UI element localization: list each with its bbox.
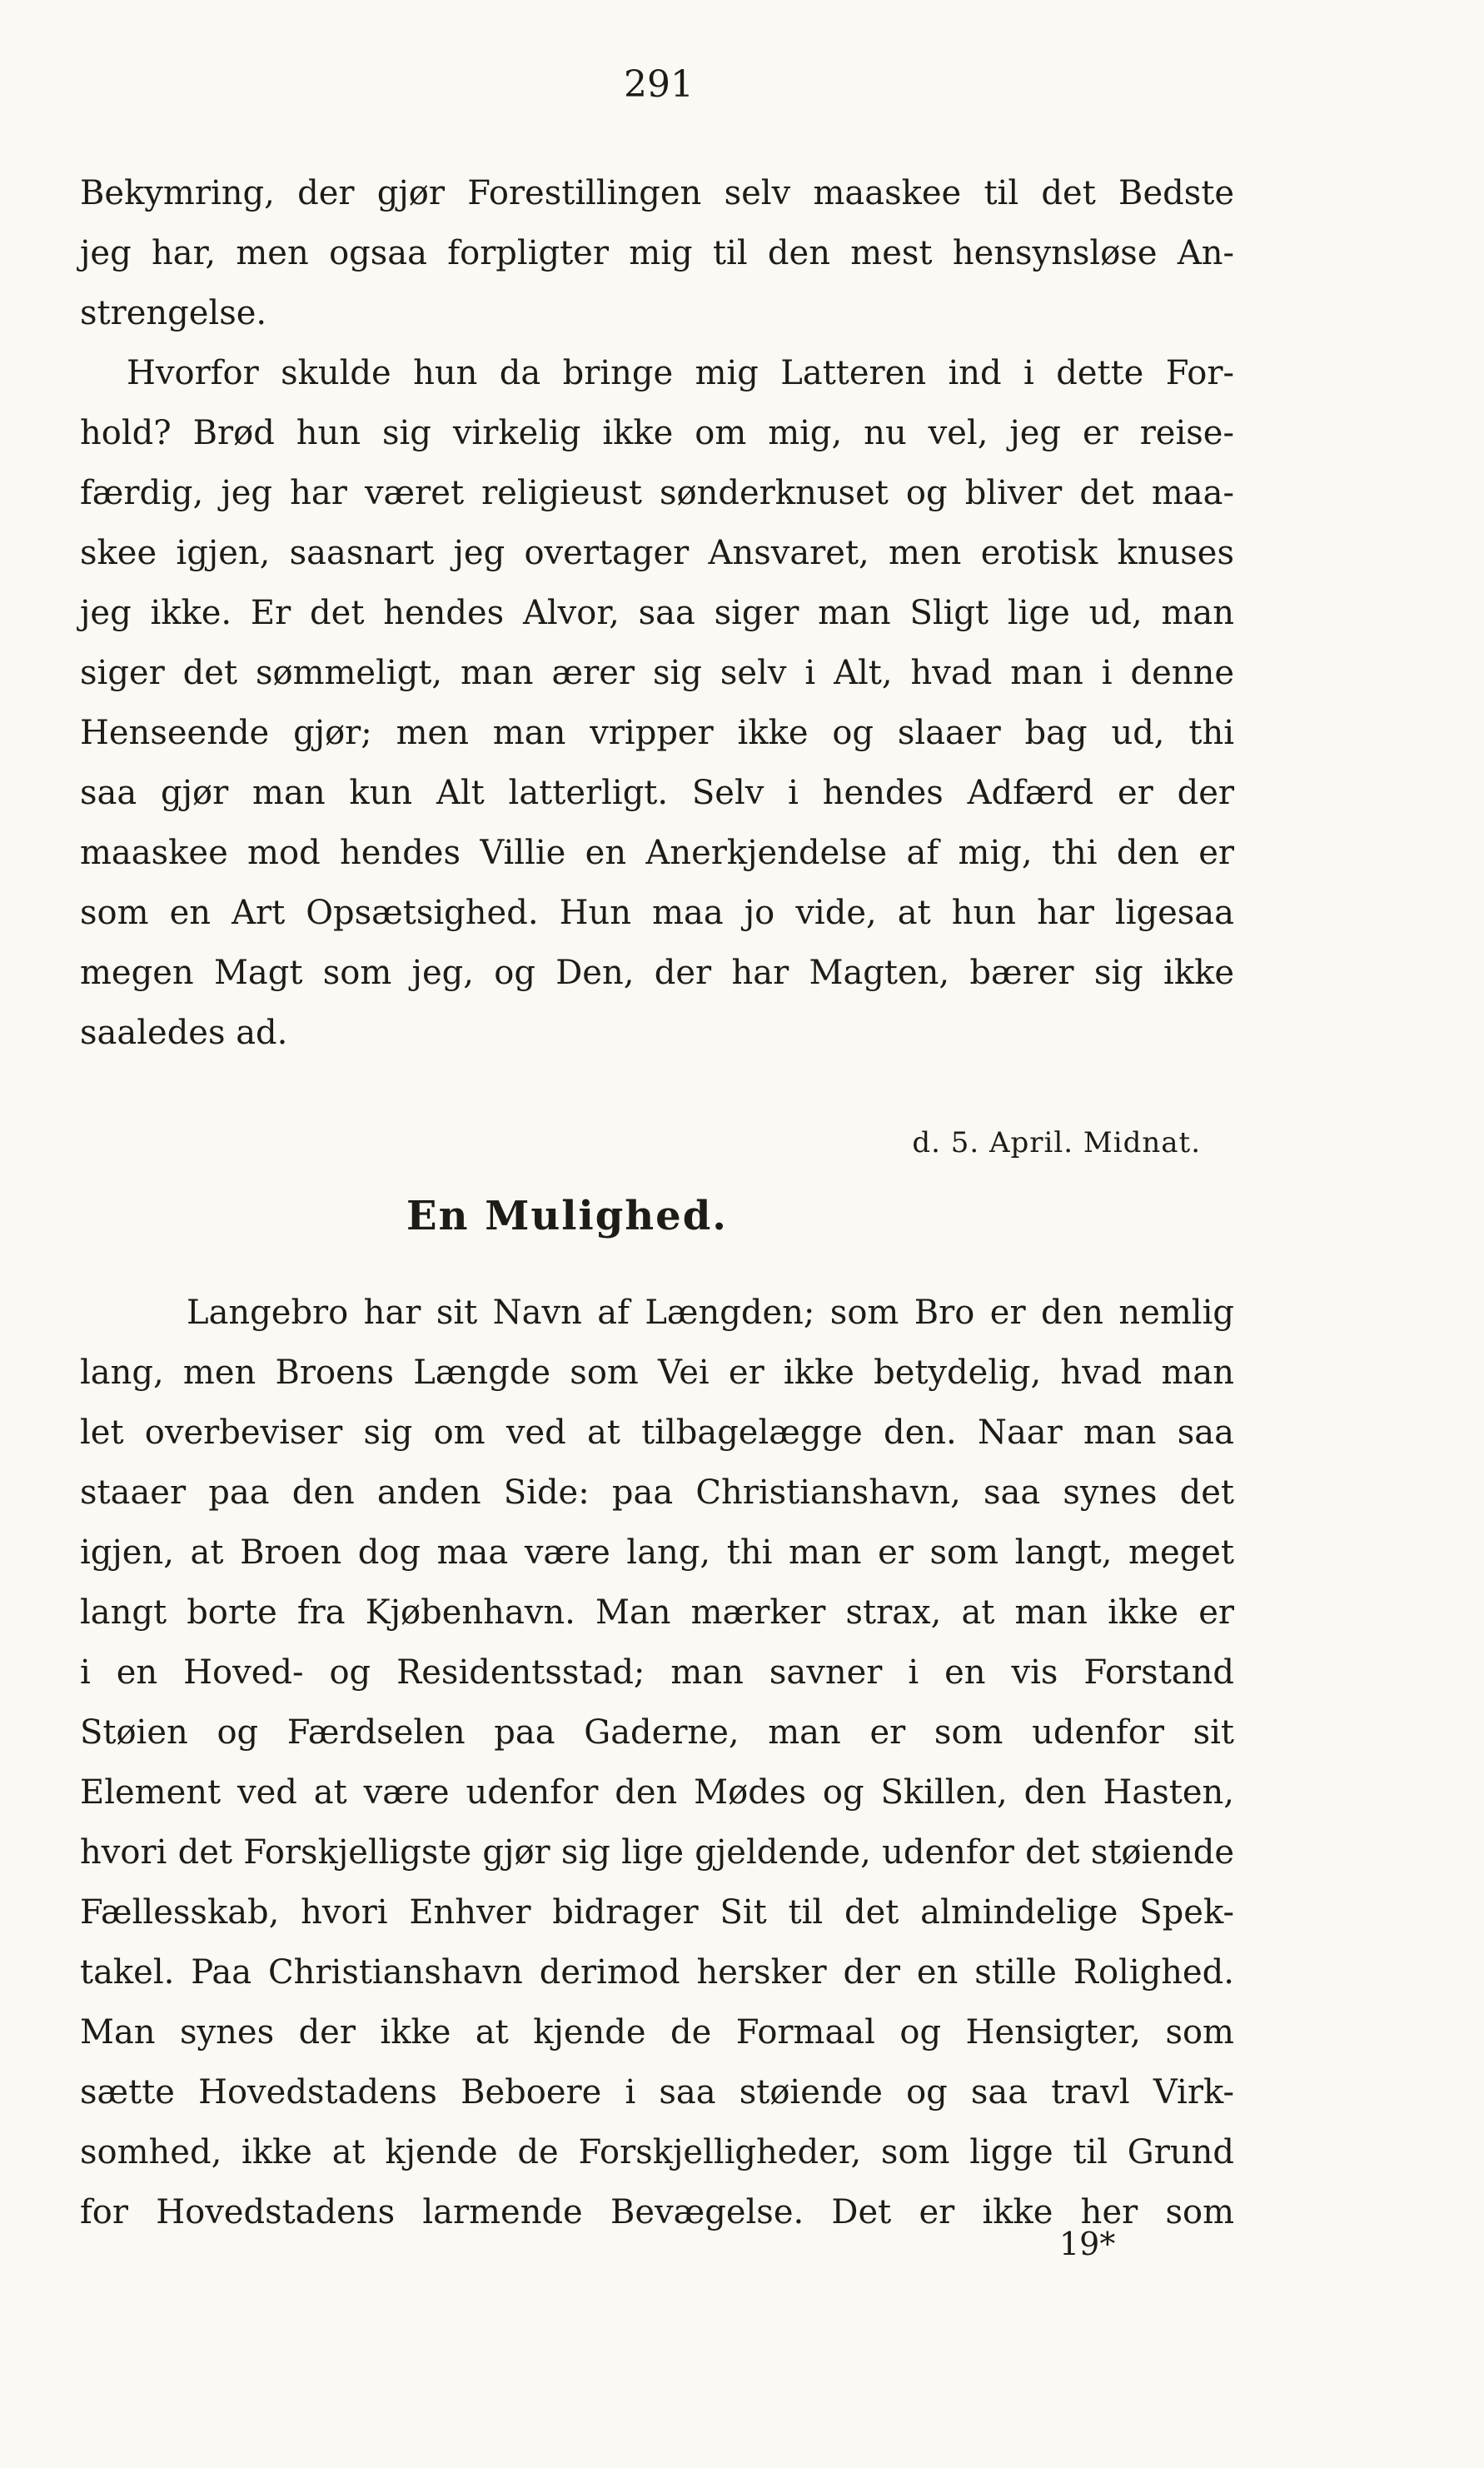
text-line: let overbeviser sig om ved at tilbagelægge den. Naar man saa — [80, 1413, 1234, 1452]
text-line: Fællesskab, hvori Enhver bidrager Sit til det almindelige Spek- — [80, 1893, 1234, 1932]
text-line: Element ved at være udenfor den Mødes og Skillen, den Hasten, — [80, 1773, 1234, 1812]
text-line: somhed, ikke at kjende de Forskjelligheder, som ligge til Grund — [80, 2133, 1234, 2171]
text-line: sætte Hovedstadens Beboere i saa støiende og saa travl Virk- — [80, 2073, 1234, 2112]
text-line: langt borte fra Kjøbenhavn. Man mærker strax, at man ikke er — [80, 1593, 1234, 1632]
text-line: Henseende gjør; men man vripper ikke og slaaer bag ud, thi — [80, 714, 1234, 752]
text-line: saa gjør man kun Alt latterligt. Selv i hendes Adfærd er der — [80, 774, 1234, 812]
text-line: Hvorfor skulde hun da bringe mig Latteren ind i dette For- — [127, 354, 1234, 392]
page-number: 291 — [624, 63, 694, 106]
text-line: jeg har, men ogsaa forpligter mig til den mest hensynsløse An- — [80, 234, 1234, 272]
text-line: staaer paa den anden Side: paa Christianshavn, saa synes det — [80, 1473, 1234, 1512]
text-line: hvori det Forskjelligste gjør sig lige gjeldende, udenfor det støiende — [80, 1833, 1234, 1872]
text-line: for Hovedstadens larmende Bevægelse. Det er ikke her som — [80, 2193, 1234, 2231]
text-line: Langebro har sit Navn af Længden; som Bro er den nemlig — [187, 1294, 1234, 1332]
text-line: siger det sømmeligt, man ærer sig selv i Alt, hvad man i denne — [80, 654, 1234, 692]
dateline: d. 5. April. Midnat. — [912, 1126, 1201, 1159]
text-line: Bekymring, der gjør Forestillingen selv maaskee til det Bedste — [80, 174, 1234, 212]
text-line: Man synes der ikke at kjende de Formaal og Hensigter, som — [80, 2013, 1234, 2052]
text-line: saaledes ad. — [80, 1014, 288, 1052]
paragraph-2 — [80, 1283, 1234, 2242]
text-line: maaskee mod hendes Villie en Anerkjendelse af mig, thi den er — [80, 834, 1234, 872]
text-line: megen Magt som jeg, og Den, der har Magten, bærer sig ikke — [80, 954, 1234, 992]
text-line: strengelse. — [80, 294, 267, 332]
text-line: som en Art Opsætsighed. Hun maa jo vide, at hun har ligesaa — [80, 894, 1234, 932]
text-line: igjen, at Broen dog maa være lang, thi man er som langt, meget — [80, 1533, 1234, 1572]
text-line: lang, men Broens Længde som Vei er ikke betydelig, hvad man — [80, 1354, 1234, 1392]
text-line: takel. Paa Christianshavn derimod hersker der en stille Rolighed. — [80, 1953, 1234, 1992]
paragraph-1 — [80, 163, 1234, 1063]
section-heading: En Mulighed. — [406, 1193, 728, 1239]
text-line: jeg ikke. Er det hendes Alvor, saa siger man Sligt lige ud, man — [80, 594, 1234, 632]
text-line: skee igjen, saasnart jeg overtager Ansvaret, men erotisk knuses — [80, 534, 1234, 572]
text-line: færdig, jeg har været religieust sønderknuset og bliver det maa- — [80, 474, 1234, 512]
text-line: hold? Brød hun sig virkelig ikke om mig, nu vel, jeg er reise- — [80, 414, 1234, 452]
text-line: i en Hoved- og Residentsstad; man savner i en vis Forstand — [80, 1653, 1234, 1692]
text-line: Støien og Færdselen paa Gaderne, man er som udenfor sit — [80, 1713, 1234, 1752]
signature-mark: 19* — [1059, 2226, 1116, 2262]
